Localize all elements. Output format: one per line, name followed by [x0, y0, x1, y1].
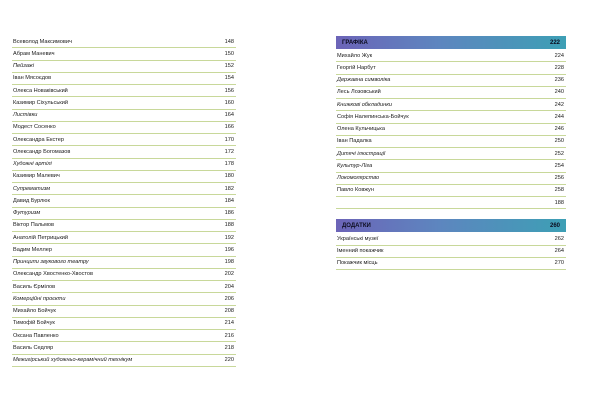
- toc-entry-label: Іван Мясоєдов: [13, 75, 52, 82]
- toc-entry-page: 216: [224, 332, 234, 339]
- toc-entry-label: Олександр Хвостенко-Хвостов: [13, 271, 93, 278]
- toc-entry: [336, 233, 566, 245]
- toc-entry-label: Олена Кульчицька: [337, 126, 385, 133]
- toc-right-column: [336, 36, 566, 270]
- toc-entry-page: 218: [224, 344, 234, 351]
- toc-entry-label: Михайло Бойчук: [13, 308, 56, 315]
- toc-entry-page: 202: [224, 271, 234, 278]
- toc-entry-label: Всеволод Максимович: [13, 38, 72, 45]
- toc-entry-label: Модест Сосенко: [13, 124, 56, 131]
- toc-entry-page: 252: [554, 150, 564, 157]
- toc-entry: [12, 85, 236, 97]
- toc-entry-label: Давид Бурлюк: [13, 197, 50, 204]
- toc-entry: [12, 73, 236, 85]
- toc-entry: [336, 148, 566, 160]
- toc-entry: [12, 244, 236, 256]
- toc-entry: [12, 61, 236, 73]
- toc-entry-page: 228: [554, 64, 564, 71]
- toc-entry: [336, 62, 566, 74]
- toc-entry: [336, 75, 566, 87]
- toc-entry: [12, 330, 236, 342]
- toc-entry: [12, 171, 236, 183]
- toc-entry: [12, 306, 236, 318]
- section-title: ГРАФІКА: [342, 39, 368, 46]
- toc-entry-page: 172: [224, 148, 234, 155]
- toc-entry: [12, 342, 236, 354]
- toc-entry-label: Лесь Лозовський: [337, 89, 381, 96]
- toc-entry-label: Оксана Павленко: [13, 332, 59, 339]
- toc-entry-page: 250: [554, 138, 564, 145]
- toc-entry-page: 186: [224, 210, 234, 217]
- toc-entry: [12, 281, 236, 293]
- toc-entry-page: 152: [224, 63, 234, 70]
- toc-entry: [336, 160, 566, 172]
- toc-entry: [12, 232, 236, 244]
- toc-entry-label: Казимир Малевич: [13, 173, 60, 180]
- toc-entry-page: 214: [224, 320, 234, 327]
- toc-entry-label: Пейзажі: [13, 63, 35, 70]
- section-header: [336, 36, 566, 49]
- toc-entry: [12, 110, 236, 122]
- toc-entry-page: 150: [224, 50, 234, 57]
- toc-entry-page: 184: [224, 197, 234, 204]
- toc-entry-page: 178: [224, 161, 234, 168]
- toc-entry: [336, 185, 566, 197]
- toc-entry-label: Футуризм: [13, 210, 41, 217]
- toc-entry: [12, 97, 236, 109]
- toc-entry-label: Іменний покажчик: [337, 248, 384, 255]
- toc-entry-page: 188: [554, 199, 564, 206]
- toc-entry-page: 204: [224, 283, 234, 290]
- toc-entry-page: 242: [554, 101, 564, 108]
- toc-entry-page: 148: [224, 38, 234, 45]
- toc-entry-label: Софія Налепинська-Бойчук: [337, 113, 409, 120]
- toc-entry-page: 244: [554, 113, 564, 120]
- toc-entry-label: Василь Седляр: [13, 344, 54, 351]
- toc-entry-label: Книжкові обкладинки: [337, 101, 393, 108]
- toc-entry: [12, 159, 236, 171]
- toc-entry-page: 258: [554, 187, 564, 194]
- section-header: [336, 219, 566, 232]
- toc-entry-label: Казимир Сіхульський: [13, 99, 68, 106]
- toc-entry: [12, 146, 236, 158]
- toc-entry: [336, 197, 566, 209]
- toc-entry: [12, 183, 236, 195]
- toc-entry-label: Супрематизм: [13, 185, 51, 192]
- toc-entry-label: Павло Ковжун: [337, 187, 374, 194]
- toc-entry-label: Олекса Новаківський: [13, 87, 68, 94]
- toc-entry-label: Принципи звукового театру: [13, 259, 89, 266]
- toc-entry-page: 180: [224, 173, 234, 180]
- toc-entry: [336, 258, 566, 270]
- toc-entry-label: Культур-Ліга: [337, 162, 373, 169]
- toc-entry-label: Тимофій Бойчук: [13, 320, 55, 327]
- toc-entry-label: Українські музеї: [337, 235, 379, 242]
- toc-entry-page: 256: [554, 175, 564, 182]
- toc-entry-label: Вадим Меллер: [13, 246, 53, 253]
- toc-entry: [336, 173, 566, 185]
- toc-entry: [336, 246, 566, 258]
- toc-entry-page: 188: [224, 222, 234, 229]
- toc-entry-label: Віктор Пальмов: [13, 222, 54, 229]
- toc-entry: [336, 87, 566, 99]
- toc-entry: [12, 293, 236, 305]
- toc-entry-page: 270: [554, 260, 564, 267]
- toc-entry: [12, 122, 236, 134]
- toc-entry: [12, 355, 236, 367]
- toc-entry-page: 254: [554, 162, 564, 169]
- toc-entry: [12, 195, 236, 207]
- toc-entry-label: Василь Єрмілов: [13, 283, 56, 290]
- toc-entry: [12, 48, 236, 60]
- toc-entry-page: 182: [224, 185, 234, 192]
- toc-entry-label: Державна символіка: [337, 77, 391, 84]
- toc-entry-label: Михайло Жук: [337, 52, 373, 59]
- toc-entry-page: 192: [224, 234, 234, 241]
- toc-entry-label: Листівки: [13, 112, 38, 119]
- toc-entry-label: Іван Падалка: [337, 138, 372, 145]
- toc-entry: [12, 269, 236, 281]
- toc-entry-label: Дитячі ілюстрації: [337, 150, 386, 157]
- toc-entry-label: Анатолій Петрицький: [13, 234, 69, 241]
- toc-entry-label: Межигірський художньо-керамічний технікум: [13, 357, 133, 364]
- toc-entry: [12, 208, 236, 220]
- toc-entry: [12, 257, 236, 269]
- toc-entry-page: 196: [224, 246, 234, 253]
- toc-entry: [336, 50, 566, 62]
- toc-entry: [12, 318, 236, 330]
- toc-entry-label: Георгій Нарбут: [337, 64, 376, 71]
- toc-entry: [336, 111, 566, 123]
- toc-entry-page: 240: [554, 89, 564, 96]
- toc-entry-page: 208: [224, 308, 234, 315]
- toc-entry-page: 164: [224, 112, 234, 119]
- toc-entry-label: Олександр Богомазов: [13, 148, 71, 155]
- toc-entry-label: Абрам Маневич: [13, 50, 55, 57]
- toc-entry-page: 160: [224, 99, 234, 106]
- toc-entry-label: Комерційні проєкти: [13, 295, 66, 302]
- toc-entry: [12, 36, 236, 48]
- toc-entry-page: 246: [554, 126, 564, 133]
- toc-entry-page: 154: [224, 75, 234, 82]
- toc-entry: [336, 99, 566, 111]
- toc-entry-page: 262: [554, 235, 564, 242]
- section-page: 260: [549, 222, 560, 229]
- toc-entry-page: 156: [224, 87, 234, 94]
- section-title: ДОДАТКИ: [342, 222, 371, 229]
- toc-entry-page: 166: [224, 124, 234, 131]
- toc-entry-label: Локомолярство: [337, 175, 380, 182]
- toc-entry-page: 206: [224, 295, 234, 302]
- toc-entry-page: 224: [554, 52, 564, 59]
- toc-entry-page: 264: [554, 248, 564, 255]
- section-page: 222: [549, 39, 560, 46]
- toc-left-column: [12, 36, 236, 367]
- toc-entry-page: 198: [224, 259, 234, 266]
- toc-entry: [12, 134, 236, 146]
- toc-entry: [336, 124, 566, 136]
- toc-entry: [336, 136, 566, 148]
- toc-entry-page: 236: [554, 77, 564, 84]
- toc-entry-page: 220: [224, 357, 234, 364]
- toc-entry-label: Покажчик місць: [337, 260, 378, 267]
- toc-entry: [12, 220, 236, 232]
- toc-entry-page: 170: [224, 136, 234, 143]
- toc-entry-label: Олександра Екстер: [13, 136, 64, 143]
- toc-entry-label: Художні артілі: [13, 161, 52, 168]
